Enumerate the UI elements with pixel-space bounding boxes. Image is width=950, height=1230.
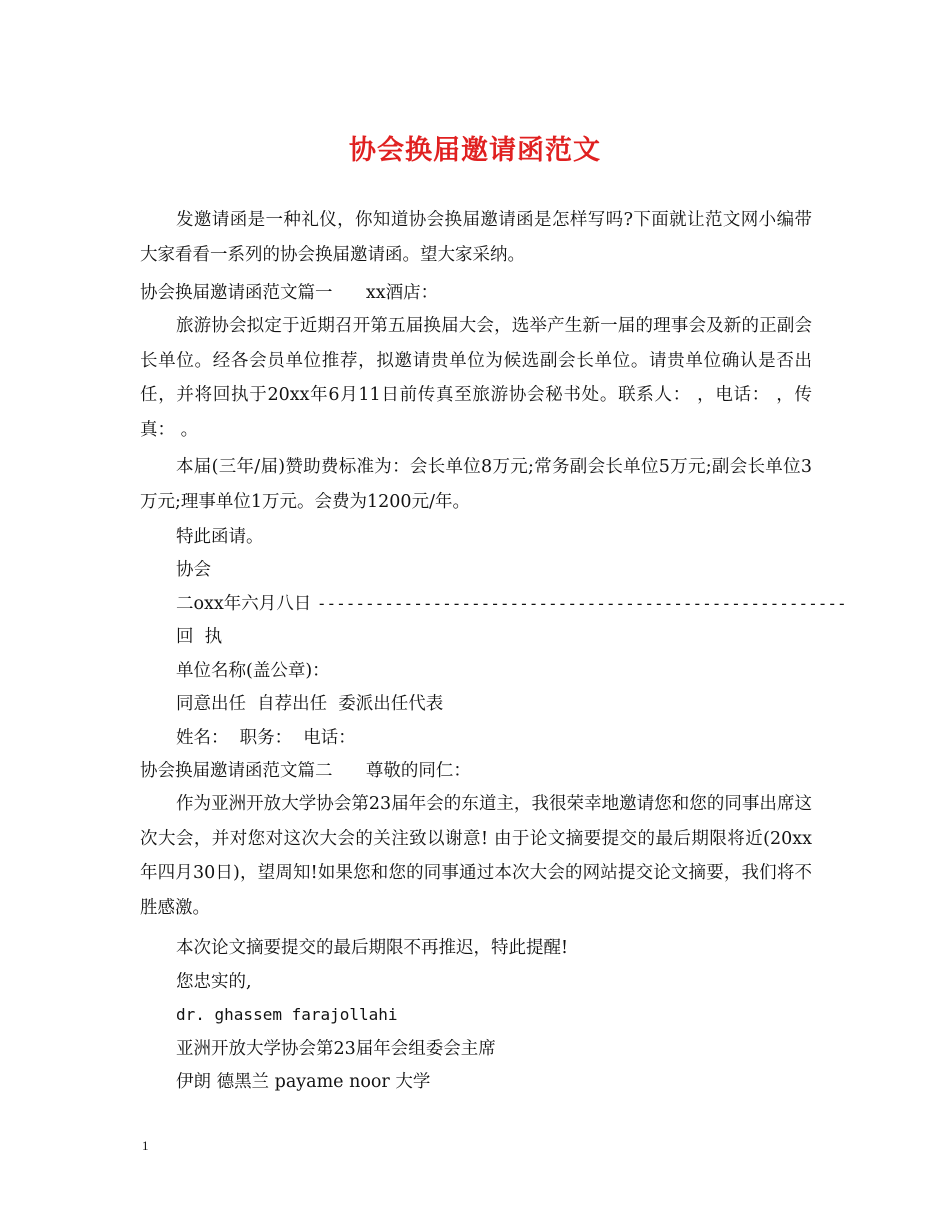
unit-name-field: 单位名称(盖公章)： (176, 661, 330, 681)
section2-body1: 作为亚洲开放大学协会第23届年会的东道主，我很荣幸地邀请您和您的同事出席这次大会，并对您对这次大会的关注致以谢意! 由于论文摘要提交的最后期限将近(20xx年四月30日)，望周知!如果您和您的同事通过本次大会的网站提交论文摘要，我们将不胜感激。 (140, 794, 812, 918)
section2-salutation: 尊敬的同仁： (365, 761, 471, 781)
page-title: 协会换届邀请函范文 (349, 135, 601, 166)
section2-position: 亚洲开放大学协会第23届年会组委会主席 (176, 1039, 496, 1059)
section1-body1: 旅游协会拟定于近期召开第五届换届大会，选举产生新一届的理事会及新的正副会长单位。经各会员单位推荐，拟邀请贵单位为候选副会长单位。请贵单位确认是否出任，并将回执于20xx年6月11日前传真至旅游协会秘书处。联系人： ，电话： ，传真： 。 (140, 316, 812, 440)
section1-date-line (176, 587, 847, 622)
section1-heading: 协会换届邀请函范文篇一 (140, 283, 333, 303)
section1-heading-line (140, 276, 438, 311)
section1-signer: 协会 (176, 560, 211, 580)
section2-name: dr. ghassem farajollahi (176, 1005, 398, 1024)
section2-affiliation: 伊朗 德黑兰 payame noor 大学 (176, 1072, 431, 1092)
section2-regards: 您忠实的, (176, 972, 252, 992)
section1-body2: 本届(三年/届)赞助费标准为：会长单位8万元;常务副会长单位5万元;副会长单位3万元;理事单位1万元。会费为1200元/年。 (140, 457, 812, 512)
intro-paragraph: 发邀请函是一种礼仪，你知道协会换届邀请函是怎样写吗?下面就让范文网小编带大家看看一系列的协会换届邀请函。望大家采纳。 (140, 210, 812, 265)
section1-salutation: xx酒店： (365, 283, 439, 303)
divider-line: ------------------------------------------------------- (316, 594, 847, 613)
section2-body2: 本次论文摘要提交的最后期限不再推迟，特此提醒! (176, 938, 569, 958)
page-number: 1 (142, 1138, 149, 1153)
section1-date: 二oxx年六月八日 (176, 594, 312, 614)
section1-closing: 特此函请。 (176, 527, 264, 547)
receipt-title: 回 执 (176, 627, 223, 647)
receipt-fields: 姓名： 职务： 电话： (176, 728, 356, 748)
receipt-options: 同意出任 自荐出任 委派出任代表 (176, 694, 444, 714)
section2-heading: 协会换届邀请函范文篇二 (140, 761, 333, 781)
section2-heading-line (140, 754, 471, 789)
